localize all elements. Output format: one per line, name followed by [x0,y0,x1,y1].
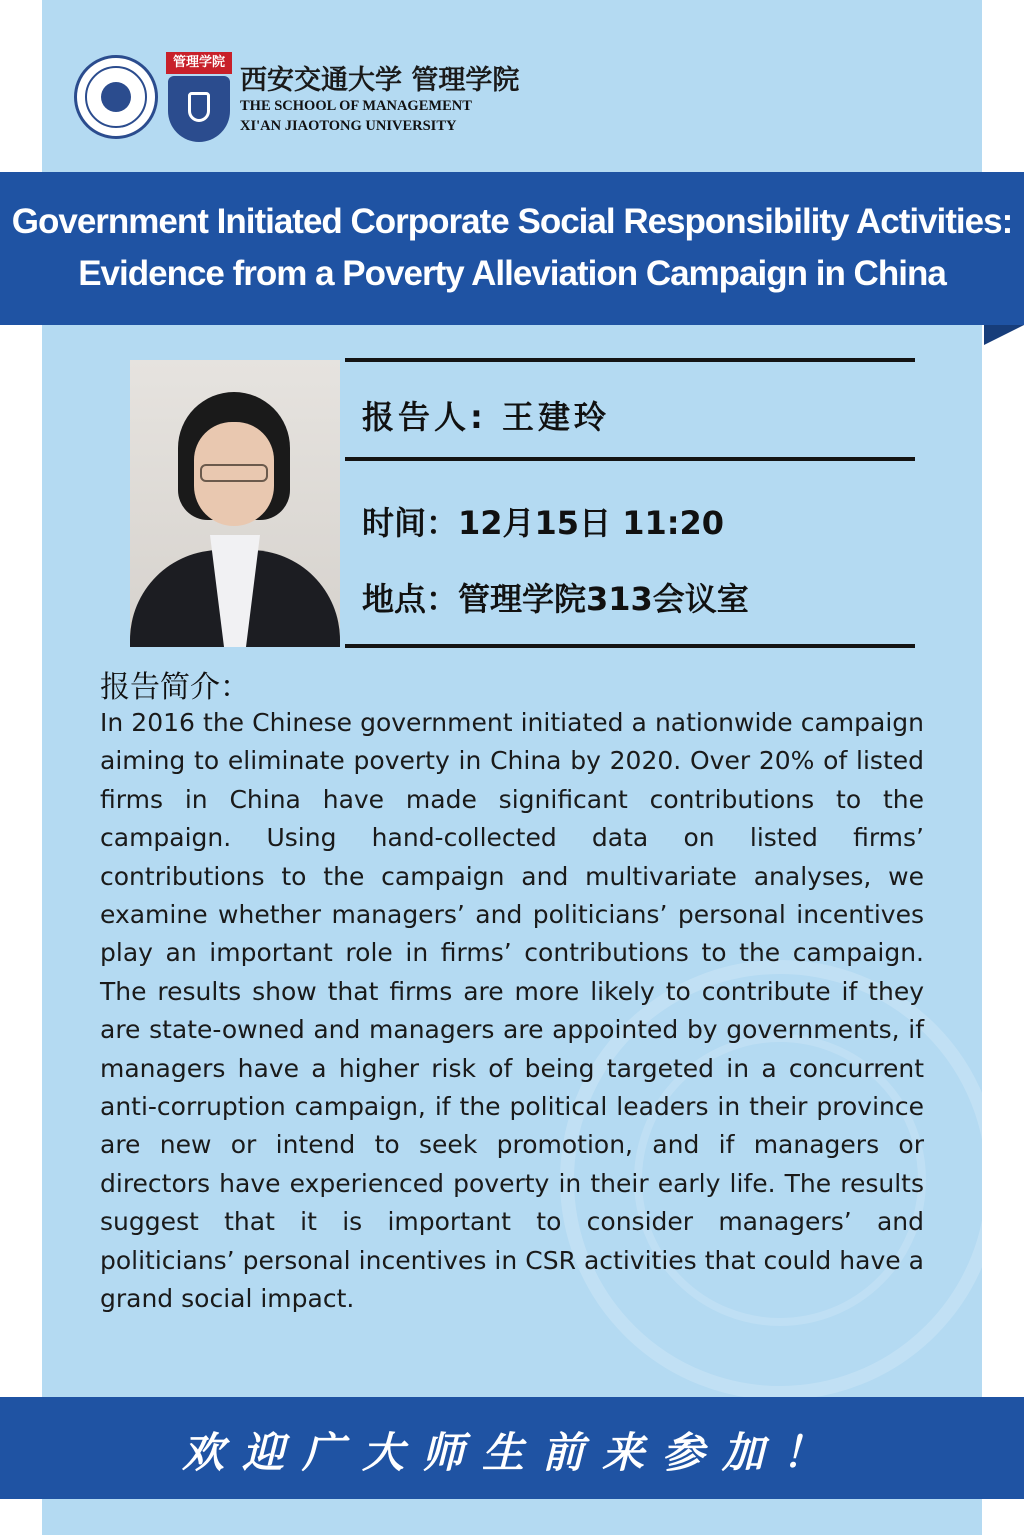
welcome-message: 欢迎广大师生前来参加！ [181,1428,842,1477]
logo-badge: 管理学院 [166,52,232,74]
talk-title-line1: Government Initiated Corporate Social Responsibility Activities: [11,202,1013,241]
banner-fold [984,325,1024,345]
shield-emblem-icon [168,76,230,142]
divider [345,457,915,461]
talk-title-line2: Evidence from a Poverty Alleviation Campaign in China [78,254,946,293]
event-location: 地点：管理学院313会议室 [362,580,749,618]
abstract-text: In 2016 the Chinese government initiated a nationwide campaign aiming to eliminate poverty in China by 2020. Over 20% of listed firms in China have made significant contributions to the campaign. Using hand-collected data on listed firms’ contributions to the campaign and multivariate analyses, we examine whether managers’ and politicians’ personal incentives play an important role in firms’ contributions to the campaign. The results show that firms are more likely to contribute if they are state-owned and managers are appointed by governments, if managers have a higher risk of being targeted in a concurrent anti-corruption campaign, if the political leaders in their province are new or intend to seek promotion, and if managers or directors have experienced poverty in their early life. The results suggest that it is important to consider managers’ and politicians’ personal incentives in CSR activities that could have a grand social impact. [100,708,924,1314]
school-of-management-logo [166,52,232,144]
divider [345,358,915,362]
event-time: 时间：12月15日 11:20 [362,504,725,542]
university-name-english: XI'AN JIAOTONG UNIVERSITY [240,118,457,134]
speaker-photo [130,360,340,647]
abstract-label: 报告简介： [100,670,250,705]
school-name-english: THE SCHOOL OF MANAGEMENT [240,98,472,114]
xjtu-university-logo [74,55,158,139]
school-name-chinese: 西安交通大学 管理学院 [240,65,520,96]
speaker-name: 报告人: 王建玲 [362,398,610,436]
divider [345,644,915,648]
talk-title [0,196,1024,300]
